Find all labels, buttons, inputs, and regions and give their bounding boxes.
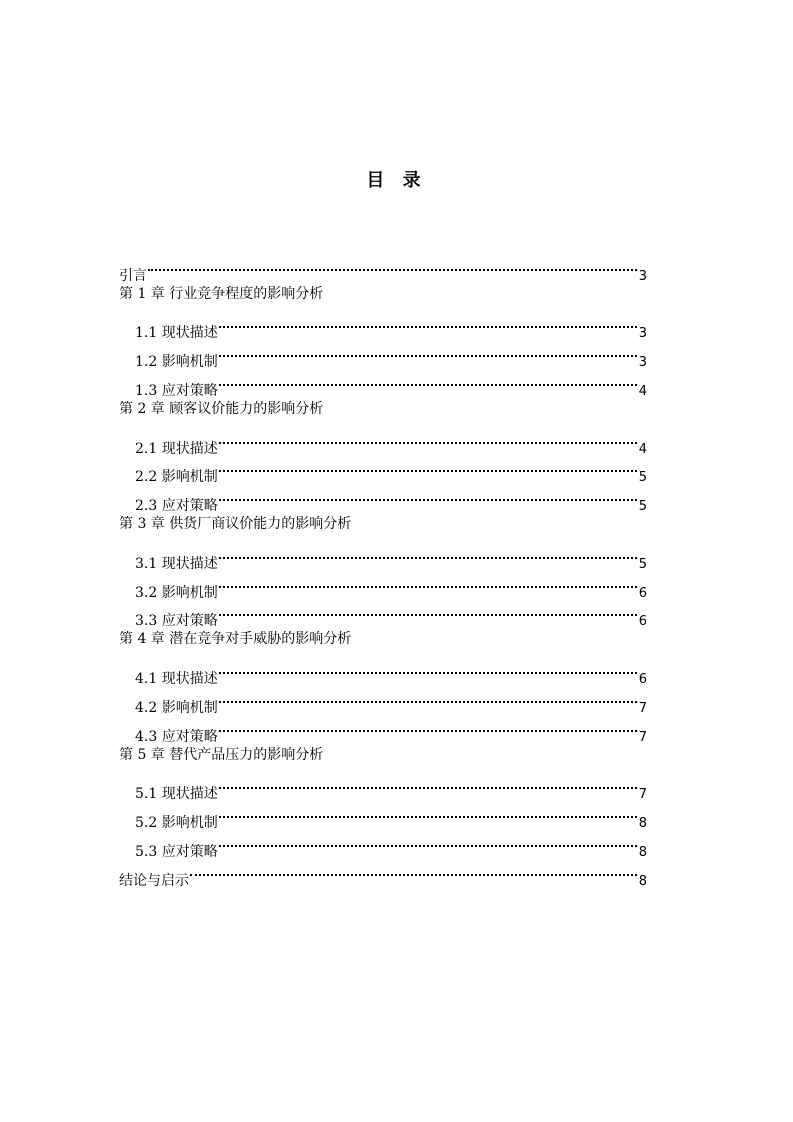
- toc-entry-label: 4.1 现状描述: [135, 670, 218, 687]
- toc-entry-label: 5.2 影响机制: [135, 814, 218, 831]
- toc-page-number: 4: [638, 383, 647, 399]
- toc-entry-label: 第 3 章 供货厂商议价能力的影响分析: [119, 516, 352, 533]
- toc-entry-label: 1.3 应对策略: [135, 382, 218, 399]
- toc-entry-label: 第 1 章 行业竞争程度的影响分析: [119, 285, 324, 302]
- toc-entry[interactable]: [119, 856, 647, 889]
- toc-entry-label: 1.2 影响机制: [135, 354, 218, 371]
- toc-page-number: 8: [638, 815, 647, 831]
- toc-chapter-heading[interactable]: [119, 280, 647, 309]
- toc-leader-dots: [219, 827, 637, 856]
- toc-entry[interactable]: [119, 769, 647, 803]
- toc-leader-dots: [219, 568, 637, 597]
- toc-leader-dots: [219, 337, 637, 366]
- toc-entry-label: 4.2 影响机制: [135, 699, 218, 716]
- toc-entry-label: 2.1 现状描述: [135, 440, 218, 457]
- toc-leader-dots: [219, 481, 637, 510]
- toc-entry-label: 引言: [119, 267, 147, 284]
- toc-entry-label: 第 4 章 潜在竞争对手威胁的影响分析: [119, 631, 352, 648]
- toc-leader-dots: [219, 424, 637, 453]
- toc-chapter-heading[interactable]: [119, 510, 647, 539]
- toc-leader-dots: [219, 366, 637, 395]
- table-of-contents: [119, 251, 647, 889]
- toc-page-number: 5: [638, 499, 647, 515]
- toc-entry[interactable]: [119, 251, 647, 284]
- toc-leader-dots: [219, 798, 637, 827]
- toc-entry[interactable]: [119, 654, 647, 687]
- toc-leader-dots: [219, 712, 637, 741]
- toc-entry-label: 3.1 现状描述: [135, 555, 218, 572]
- toc-leader-dots: [219, 654, 637, 683]
- toc-page-number: 4: [638, 441, 647, 457]
- toc-leader-dots: [219, 597, 637, 626]
- toc-leader-dots: [219, 769, 637, 798]
- toc-entry-label: 4.3 应对策略: [135, 728, 218, 745]
- toc-entry-label: 3.3 应对策略: [135, 613, 218, 630]
- toc-entry-label: 1.1 现状描述: [135, 325, 218, 342]
- toc-leader-dots: [219, 539, 637, 568]
- toc-page-number: 3: [638, 355, 647, 371]
- toc-page-number: 3: [638, 326, 647, 342]
- toc-entry-label: 3.2 影响机制: [135, 584, 218, 601]
- toc-page-number: 5: [638, 556, 647, 572]
- toc-leader-dots: [219, 683, 637, 712]
- toc-entry-label: 5.1 现状描述: [135, 786, 218, 803]
- toc-page-number: 8: [638, 844, 647, 860]
- toc-page-number: 7: [638, 700, 647, 716]
- toc-leader-dots: [190, 856, 637, 885]
- toc-chapter-heading[interactable]: [119, 741, 647, 770]
- toc-page-number: 5: [638, 470, 647, 486]
- toc-leader-dots: [219, 453, 637, 482]
- toc-leader-dots: [148, 251, 637, 280]
- toc-leader-dots: [219, 309, 637, 338]
- toc-entry[interactable]: [119, 309, 647, 342]
- toc-entry-label: 5.3 应对策略: [135, 843, 218, 860]
- toc-page-number: 7: [638, 787, 647, 803]
- toc-entry[interactable]: [119, 539, 647, 572]
- toc-entry-label: 2.3 应对策略: [135, 498, 218, 515]
- toc-entry[interactable]: [119, 424, 647, 457]
- toc-chapter-heading[interactable]: [119, 395, 647, 424]
- toc-page-number: 3: [638, 268, 647, 284]
- toc-entry-label: 2.2 影响机制: [135, 469, 218, 486]
- toc-chapter-heading[interactable]: [119, 625, 647, 654]
- toc-page-number: 6: [638, 585, 647, 601]
- toc-entry-label: 第 2 章 顾客议价能力的影响分析: [119, 400, 324, 417]
- toc-page-number: 6: [638, 671, 647, 687]
- toc-page-number: 6: [638, 614, 647, 630]
- toc-entry-label: 结论与启示: [119, 872, 189, 889]
- toc-entry-label: 第 5 章 替代产品压力的影响分析: [119, 746, 324, 763]
- page-title: 目 录: [366, 170, 427, 191]
- toc-page-number: 7: [638, 729, 647, 745]
- toc-page-number: 8: [638, 873, 647, 889]
